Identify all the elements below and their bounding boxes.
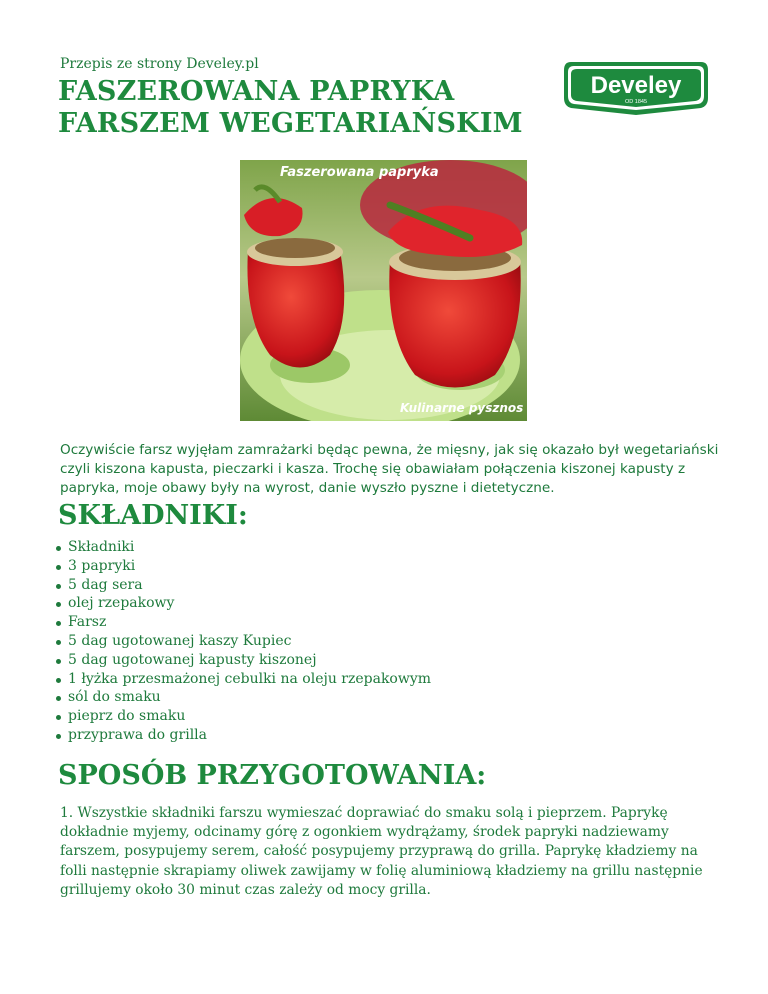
ingredients-heading: SKŁADNIKI: — [58, 500, 248, 531]
list-item: przyprawa do grilla — [54, 726, 431, 745]
recipe-photo — [240, 160, 527, 421]
list-item: 5 dag sera — [54, 576, 431, 595]
photo-caption-bottom: Kulinarne pysznos — [400, 401, 524, 415]
preparation-heading: SPOSÓB PRZYGOTOWANIA: — [58, 760, 487, 791]
list-item: sól do smaku — [54, 688, 431, 707]
photo-caption-top: Faszerowana papryka — [280, 165, 439, 180]
ingredients-list — [54, 538, 431, 745]
list-item: 1 łyżka przesmażonej cebulki na oleju rzepakowym — [54, 670, 431, 689]
list-item: 3 papryki — [54, 557, 431, 576]
logo-wordmark: Develey — [590, 72, 682, 99]
develey-logo — [563, 58, 709, 116]
list-item: Farsz — [54, 613, 431, 632]
list-item: 5 dag ugotowanej kapusty kiszonej — [54, 651, 431, 670]
list-item: olej rzepakowy — [54, 594, 431, 613]
list-item: pieprz do smaku — [54, 707, 431, 726]
preparation-text: 1. Wszystkie składniki farszu wymieszać doprawiać do smaku solą i pieprzem. Paprykę dokładnie myjemy, odcinamy górę z ogonkiem wydrążamy, środek papryki nadziewamy farszem, posypujemy serem, całość posypujemy przyprawą do grilla. Paprykę kładziemy na folli następnie skrapiamy oliwek zawijamy w folię aluminiową kładziemy na grillu następnie grillujemy około 30 minut czas zależy od mocy grilla. — [60, 805, 703, 898]
logo-subtitle: OD 1845 — [624, 99, 648, 105]
recipe-title: FASZEROWANA PAPRYKA FARSZEM WEGETARIAŃSKIM — [58, 76, 523, 139]
list-item: Składniki — [54, 538, 431, 557]
list-item: 5 dag ugotowanej kaszy Kupiec — [54, 632, 431, 651]
source-line: Przepis ze strony Develey.pl — [60, 56, 259, 72]
intro-paragraph: Oczywiście farsz wyjęłam zamrażarki będąc pewna, że mięsny, jak się okazało był wegetariański czyli kiszona kapusta, pieczarki i kasza. Trochę się obawiałam połączenia kiszonej kapusty z papryka, moje obawy były na wyrost, danie wyszło pyszne i dietetyczne. — [60, 442, 719, 496]
